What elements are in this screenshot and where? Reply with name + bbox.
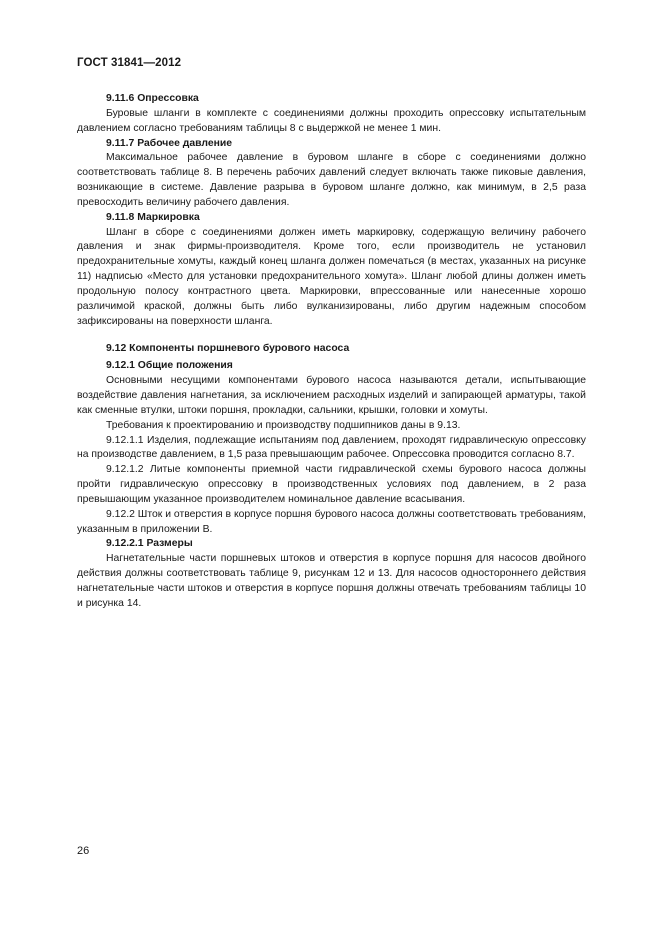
section-9-12-2-1-heading: 9.12.2.1 Размеры: [106, 538, 193, 550]
standard-header: ГОСТ 31841—2012: [77, 57, 182, 69]
section-9-12-2-paragraph: 9.12.2 Шток и отверстия в корпусе поршня бурового насоса должны соответствовать требованиям, указанным в приложении В.: [77, 508, 586, 535]
section-9-11-8-heading: 9.11.8 Маркировка: [106, 211, 200, 223]
section-9-12-heading: 9.12 Компоненты поршневого бурового насоса: [106, 342, 350, 354]
section-9-12-1-1-paragraph: 9.12.1.1 Изделия, подлежащие испытаниям под давлением, проходят гидравлическую опрессовку на производстве давлением, в 1,5 раза превышающим рабочее. Опрессовка проводится согласно 8.7.: [77, 434, 586, 461]
section-9-11-6-heading: 9.11.6 Опрессовка: [106, 93, 199, 104]
section-9-12-1-heading: 9.12.1 Общие положения: [106, 360, 233, 372]
page-number: 26: [77, 845, 90, 857]
section-9-12-1-paragraph: Требования к проектированию и производству подшипников даны в 9.13.: [106, 419, 461, 431]
section-9-12-1-2-paragraph: 9.12.1.2 Литые компоненты приемной части гидравлической схемы бурового насоса должны пройти гидравлическую опрессовку в производственных условиях под давлением, в 2 раза превышающим указанное производителем номинальное давление всасывания.: [77, 464, 586, 505]
section-9-11-7-text: Максимальное рабочее давление в буровом шланге в сборе с соединениями должно соответствовать таблице 8. В перечень рабочих давлений следует включать также пиковые давления, возникающие в системе. Давление разрыва в буровом шланге должно, как минимум, в 2,5 раза превосходить величину рабочего давления.: [77, 152, 586, 208]
section-9-12-2-1-text: Нагнетательные части поршневых штоков и отверстия в корпусе поршня для насосов двойного действия должны соответствовать таблице 9, рисункам 12 и 13. Для насосов одностороннего действия нагнетательные части штоков и отверстия в корпусе поршня должны отвечать требованиям таблицы 10 и рисунка 14.: [77, 553, 586, 609]
section-9-11-8-text: Шланг в сборе с соединениями должен иметь маркировку, содержащую величину рабочего давления и знак фирмы-производителя. Кроме того, если производитель не установил предохранительные хомуты, каждый конец шланга должен помечаться (в местах, указанных на рисунке 11) надписью «Место для установки предохранительного хомута». Шланг любой длины должен иметь продольную полосу контрастного цвета. Маркировки, впрессованные или нанесенные хорошо различимой краской, должны быть либо вулканизированы, либо другим надежным способом зафиксированы на поверхности шланга.: [77, 226, 586, 327]
section-9-11-6-text: Буровые шланги в комплекте с соединениями должны проходить опрессовку испытательным давлением согласно требованиям таблицы 8 с выдержкой не менее 1 мин.: [77, 107, 586, 134]
section-9-11-7-heading: 9.11.7 Рабочее давление: [106, 137, 233, 149]
document-body: [77, 92, 586, 612]
section-9-12-1-paragraph: Основными несущими компонентами бурового насоса называются детали, испытывающие воздействие давления нагнетания, за исключением расходных изделий и запирающей арматуры, такой как сменные втулки, штоки поршня, прокладки, сальники, крышки, головки и хомуты.: [77, 375, 586, 416]
